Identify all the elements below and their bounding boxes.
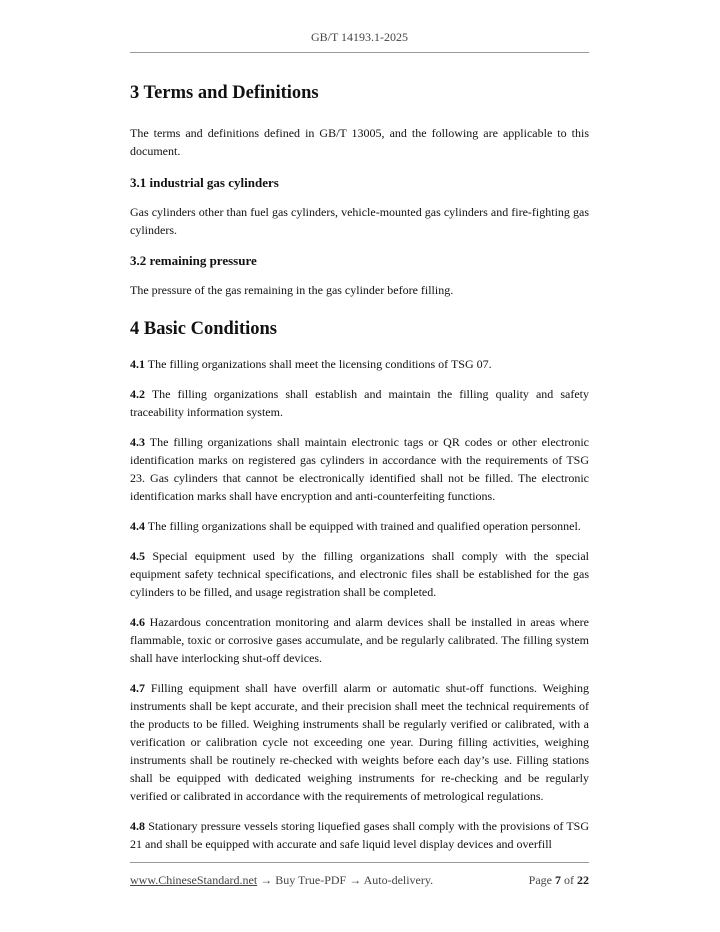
clause-4-8 bbox=[130, 817, 589, 853]
term-3-2-title: 3.2 remaining pressure bbox=[130, 253, 257, 268]
clause-4-5 bbox=[130, 547, 589, 601]
clause-text: Filling equipment shall have overfill alarm or automatic shut-off functions. Weighing instruments shall be kept accurate, and their precision shall meet the technical requirements of the products to be filled. Weighing instruments shall be regularly verified or calibrated, with a verification or calibration cycle not exceeding one year. During filling activities, weighing instruments shall be routinely re-checked with weights before each day’s use. Filling stations shall be equipped with dedicated weighing instruments for re-checking and be regularly verified or calibrated in accordance with the requirements of metrological regulations. bbox=[130, 681, 590, 803]
clause-text: Special equipment used by the filling organizations shall comply with the special equipment safety technical specifications, and electronic files shall be established for the gas cylinders to be filled, and usage registration shall be completed. bbox=[130, 549, 589, 599]
clause-number: 4.1 bbox=[130, 357, 145, 371]
clause-4-7 bbox=[130, 679, 589, 805]
clause-text: The filling organizations shall meet the licensing conditions of TSG 07. bbox=[147, 357, 492, 371]
clause-text: The filling organizations shall maintain electronic tags or QR codes or other electronic identification marks on registered gas cylinders in accordance with the requirements of TSG 23. Gas cylinders that cannot be electronically identified shall not be filled. The electronic identification marks shall have encryption and anti-counterfeiting functions. bbox=[130, 435, 589, 503]
clause-4-3 bbox=[130, 433, 589, 505]
clause-number: 4.5 bbox=[130, 549, 145, 563]
clause-number: 4.2 bbox=[130, 387, 145, 401]
clause-number: 4.7 bbox=[130, 681, 145, 695]
clause-text: The filling organizations shall be equipped with trained and qualified operation personnel. bbox=[147, 519, 581, 533]
page-header: GB/T 14193.1-2025 bbox=[310, 30, 409, 44]
site-link[interactable]: www.ChineseStandard.net bbox=[130, 873, 258, 887]
clause-number: 4.4 bbox=[130, 519, 145, 533]
clause-4-4 bbox=[130, 517, 589, 535]
page-indicator bbox=[529, 873, 589, 888]
clause-text: Hazardous concentration monitoring and alarm devices shall be installed in areas where flammable, toxic or corrosive gases accumulate, and be regularly calibrated. The filling system shall have interlocking shut-off devices. bbox=[130, 615, 589, 665]
page-current: 7 bbox=[555, 873, 561, 887]
clause-text: The filling organizations shall establish and maintain the filling quality and safety traceability information system. bbox=[130, 387, 589, 419]
section-3-intro: The terms and definitions defined in GB/T 13005, and the following are applicable to this document. bbox=[130, 126, 589, 158]
clause-number: 4.3 bbox=[130, 435, 145, 449]
promo-text: → Buy True-PDF → Auto-delivery. bbox=[257, 873, 434, 887]
header-divider bbox=[130, 52, 589, 53]
clause-number: 4.8 bbox=[130, 819, 145, 833]
term-3-1-definition: Gas cylinders other than fuel gas cylinders, vehicle-mounted gas cylinders and fire-fighting gas cylinders. bbox=[130, 205, 589, 237]
clause-text: Stationary pressure vessels storing liquefied gases shall comply with the provisions of TSG 21 and shall be equipped with accurate and safe liquid level display devices and overfill bbox=[130, 819, 589, 851]
footer-divider bbox=[130, 862, 589, 863]
page-label: Page bbox=[528, 873, 552, 887]
page-content bbox=[130, 80, 589, 853]
section-3-heading: 3 Terms and Definitions bbox=[130, 83, 319, 103]
term-3-1-title: 3.1 industrial gas cylinders bbox=[130, 175, 279, 190]
term-3-2-definition: The pressure of the gas remaining in the gas cylinder before filling. bbox=[130, 283, 454, 297]
section-4-heading: 4 Basic Conditions bbox=[130, 319, 278, 339]
page-of: of bbox=[564, 873, 574, 887]
clause-4-6 bbox=[130, 613, 589, 667]
clause-4-1 bbox=[130, 355, 589, 373]
clause-4-2 bbox=[130, 385, 589, 421]
page-total: 22 bbox=[577, 873, 589, 887]
footer-promo bbox=[130, 873, 433, 888]
clause-number: 4.6 bbox=[130, 615, 145, 629]
